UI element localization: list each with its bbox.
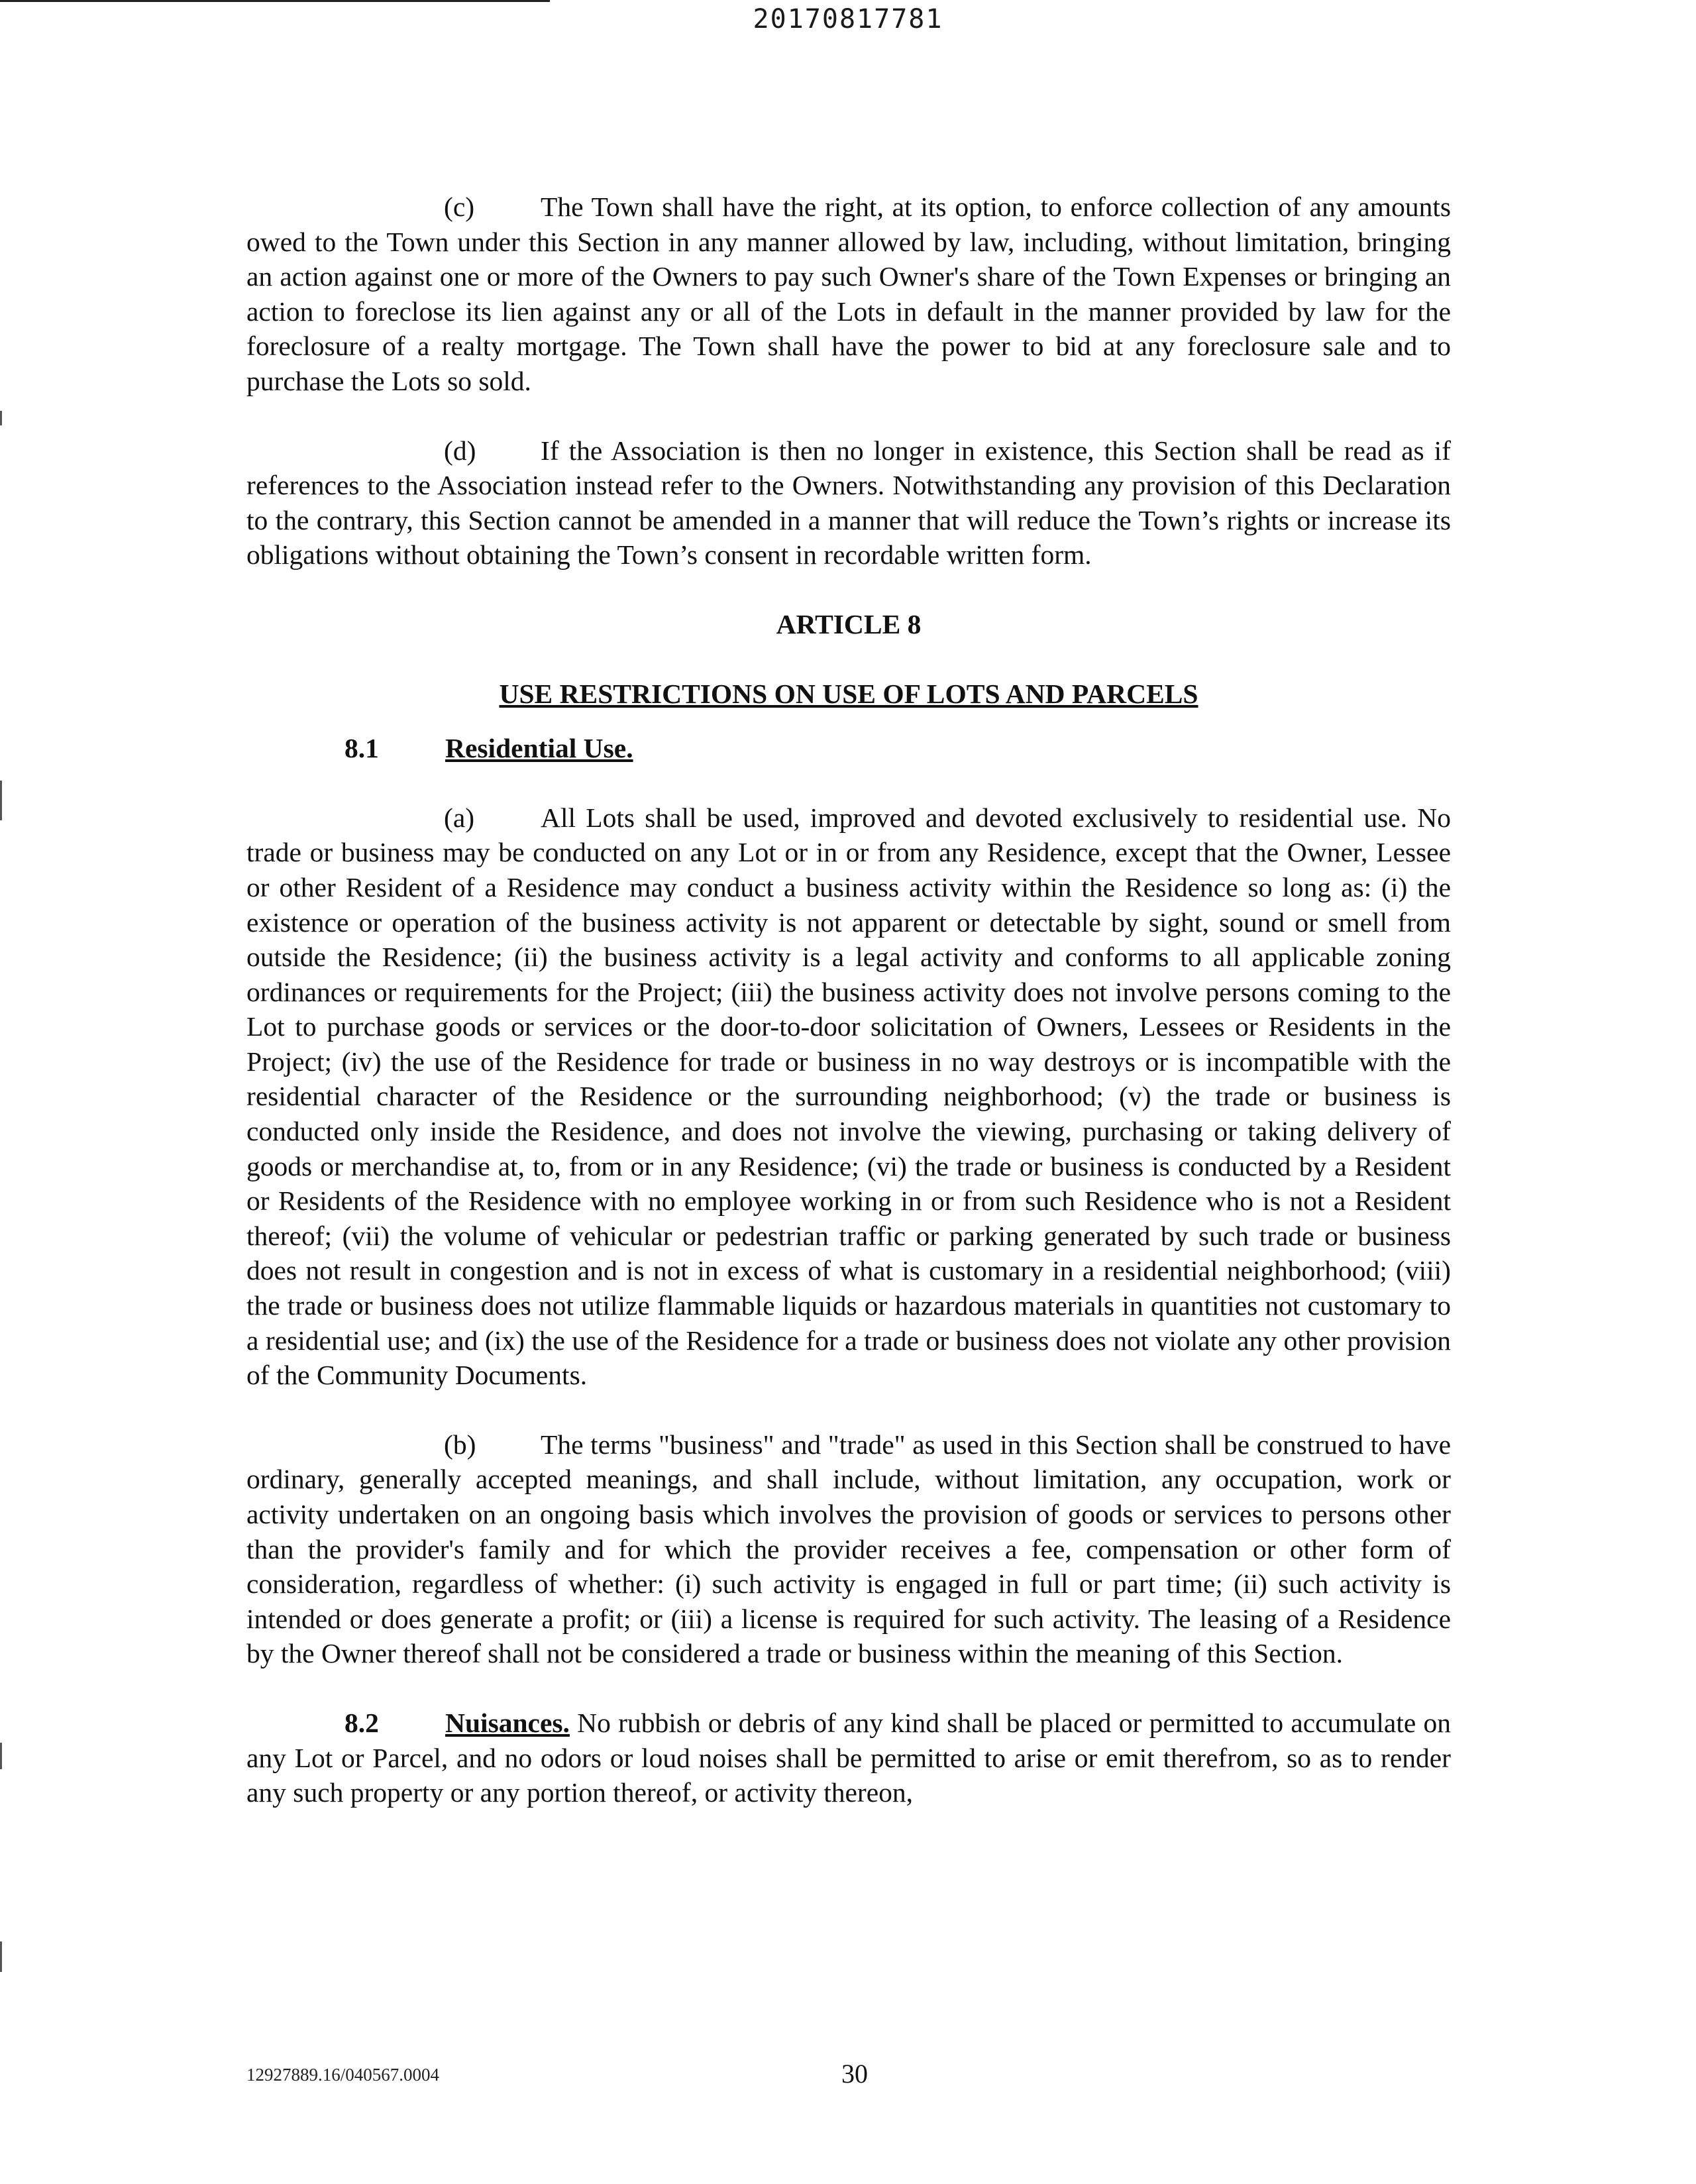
paragraph-8-1-b [246,1427,1451,1671]
scan-margin-mark [0,1743,2,1769]
recording-document-number: 20170817781 [753,4,943,34]
article-heading: ARTICLE 8 [776,608,922,639]
article-title: USE RESTRICTIONS ON USE OF LOTS AND PARCELS [499,678,1198,709]
paragraph-text: If the Association is then no longer in existence, this Section shall be read as if references to the Association instead refer to the Owners. Notwithstanding any provision of this Declaration to the contrary, this Section cannot be amended in a manner that will reduce the Town’s rights or increase its obligations without obtaining the Town’s consent in recordable written form. [246,435,1451,571]
scan-margin-mark [0,1941,2,1972]
section-text: No rubbish or debris of any kind shall be placed or permitted to accumulate on any Lot or Parcel, and no odors or loud noises shall be permitted to arise or emit therefrom, so as to render any such property or any portion thereof, or activity thereon, [246,1707,1452,1808]
paragraph-label: (c) [444,191,475,222]
paragraph-text: The Town shall have the right, at its option, to enforce collection of any amounts owed to the Town under this Section in any manner allowed by law, including, without limitation, bringing an action against one or more of the Owners to pay such Owner's share of the Town Expenses or bringing an action to foreclose its lien against any or all of the Lots in default in the manner provided by law for the foreclosure of a realty mortgage. The Town shall have the power to bid at any foreclosure sale and to purchase the Lots so sold. [246,191,1451,396]
paragraph-d [246,433,1451,573]
section-8-2 [246,1706,1451,1810]
section-number: 8.2 [344,1707,379,1738]
scan-top-rule [0,0,550,2]
page-number: 30 [841,2059,868,2089]
scan-margin-mark [0,781,2,820]
paragraph-label: (a) [444,802,475,833]
section-8-1-heading [246,731,1451,766]
paragraph-label: (d) [444,435,476,466]
section-title: Nuisances. [445,1707,570,1738]
paragraph-label: (b) [444,1429,476,1460]
document-page-body [246,190,1451,1810]
footer-file-id: 12927889.16/040567.0004 [246,2065,440,2085]
paragraph-8-1-a [246,800,1451,1393]
paragraph-c [246,190,1451,399]
section-title: Residential Use. [445,733,633,764]
paragraph-text: The terms "business" and "trade" as used in this Section shall be construed to have ordinary, generally accepted meanings, and shall include, without limitation, any occupation, work or activity undertaken on an ongoing basis which involves the provision of goods or services to persons other than the provider's family and for which the provider receives a fee, compensation or other form of consideration, regardless of whether: (i) such activity is engaged in full or part time; (ii) such activity is intended or does generate a profit; or (iii) a license is required for such activity. The leasing of a Residence by the Owner thereof shall not be considered a trade or business within the meaning of this Section. [246,1429,1451,1669]
section-number: 8.1 [344,733,379,764]
scan-margin-mark [0,411,2,425]
paragraph-text: All Lots shall be used, improved and devoted exclusively to residential use. No trade or business may be conducted on any Lot or in or from any Residence, except that the Owner, Lessee or other Resident of a Residence may conduct a business activity within the Residence so long as: (i) the existence or operation of the business activity is not apparent or detectable by sight, sound or smell from outside the Residence; (ii) the business activity is a legal activity and conforms to all applicable zoning ordinances or requirements for the Project; (iii) the business activity does not involve persons coming to the Lot to purchase goods or services or the door-to-door solicitation of Owners, Lessees or Residents in the Project; (iv) the use of the Residence for trade or business in no way destroys or is incompatible with the residential character of the Residence or the surrounding neighborhood; (v) the trade or business is conducted only inside the Residence, and does not involve the viewing, purchasing or taking delivery of goods or merchandise at, to, from or in any Residence; (vi) the trade or business is conducted by a Resident or Residents of the Residence with no employee working in or from such Residence who is not a Resident thereof; (vii) the volume of vehicular or pedestrian traffic or parking generated by such trade or business does not result in congestion and is not in excess of what is customary in a residential neighborhood; (viii) the trade or business does not utilize flammable liquids or hazardous materials in quantities not customary to a residential use; and (ix) the use of the Residence for a trade or business does not violate any other provision of the Community Documents. [246,802,1451,1391]
